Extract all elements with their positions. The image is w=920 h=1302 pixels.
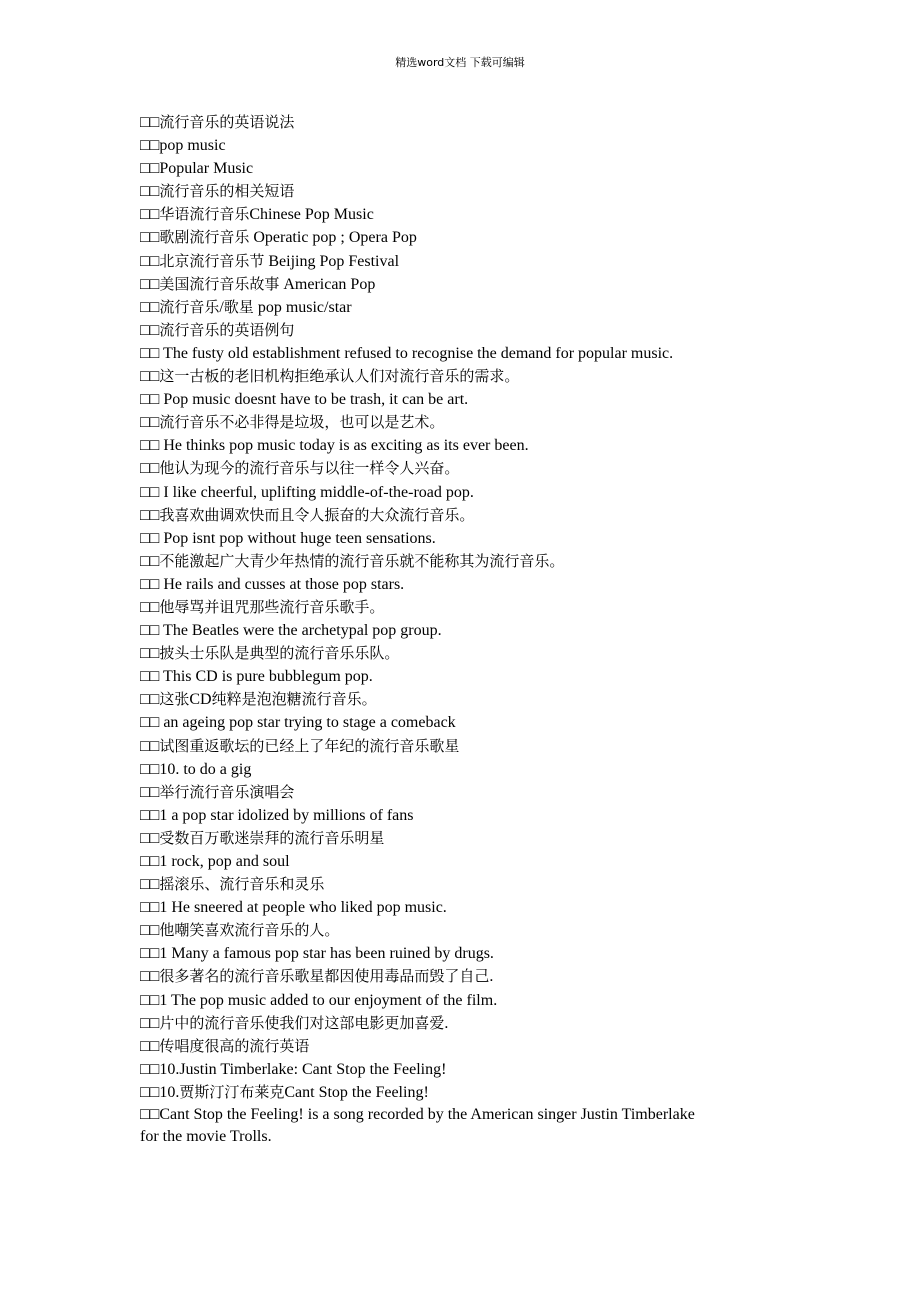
text-line: □□10.Justin Timberlake: Cant Stop the Feeling! — [140, 1060, 447, 1078]
text-line: □□美国流行音乐故事 American Pop — [140, 274, 376, 293]
closing-paragraph: □□Cant Stop the Feeling! is a song recorded by the American singer Justin Timberlake for the movie Trolls. — [140, 1106, 695, 1146]
text-line: □□10.贾斯汀汀布莱克Cant Stop the Feeling! — [140, 1082, 429, 1101]
text-line: □□不能激起广大青少年热情的流行音乐就不能称其为流行音乐。 — [140, 551, 565, 570]
text-line: □□ Pop isnt pop without huge teen sensations. — [140, 529, 436, 547]
text-line: □□歌剧流行音乐 Operatic pop ; Opera Pop — [140, 228, 417, 247]
page-header: 精选word文档 下载可编辑 — [395, 56, 525, 69]
text-line: □□这一古板的老旧机构拒绝承认人们对流行音乐的需求。 — [140, 367, 520, 386]
text-line: □□流行音乐不必非得是垃圾，也可以是艺术。 — [140, 413, 445, 432]
text-line: □□ He rails and cusses at those pop stars. — [140, 575, 405, 593]
text-line: □□片中的流行音乐使我们对这部电影更加喜爱. — [140, 1013, 449, 1032]
text-line: □□1 He sneered at people who liked pop music. — [140, 899, 447, 917]
text-line: □□试图重返歌坛的已经上了年纪的流行音乐歌星 — [140, 736, 460, 755]
text-line: □□ This CD is pure bubblegum pop. — [140, 668, 373, 686]
text-line: □□1 Many a famous pop star has been ruined by drugs. — [140, 945, 494, 963]
text-line: □□披头士乐队是典型的流行音乐乐队。 — [140, 644, 400, 663]
text-line: □□北京流行音乐节 Beijing Pop Festival — [140, 251, 400, 270]
text-line: □□我喜欢曲调欢快而且令人振奋的大众流行音乐。 — [140, 505, 475, 524]
text-line: □□ I like cheerful, uplifting middle-of-the-road pop. — [140, 483, 474, 501]
text-line: □□流行音乐的英语说法 — [140, 113, 295, 131]
text-line: □□流行音乐/歌星 pop music/star — [140, 297, 352, 316]
text-line: □□Popular Music — [140, 160, 254, 178]
text-line: □□ an ageing pop star trying to stage a comeback — [140, 714, 456, 732]
text-line: □□他嘲笑喜欢流行音乐的人。 — [140, 921, 340, 940]
text-line: □□流行音乐的英语例句 — [140, 320, 295, 339]
text-line: □□很多著名的流行音乐歌星都因使用毒品而毁了自己. — [140, 967, 494, 986]
document-body — [140, 111, 780, 1148]
text-line: □□传唱度很高的流行英语 — [140, 1036, 310, 1055]
text-line: □□ The fusty old establishment refused to recognise the demand for popular music. — [140, 344, 674, 362]
text-line: □□举行流行音乐演唱会 — [140, 782, 295, 801]
text-line: □□他认为现今的流行音乐与以往一样令人兴奋。 — [140, 459, 460, 478]
text-line: □□ The Beatles were the archetypal pop group. — [140, 622, 442, 640]
text-line: □□流行音乐的相关短语 — [140, 182, 295, 201]
text-line: □□1 a pop star idolized by millions of fans — [140, 806, 414, 824]
text-line: □□ Pop music doesnt have to be trash, it can be art. — [140, 391, 469, 409]
text-line: □□10. to do a gig — [140, 760, 252, 778]
text-line: □□这张CD纯粹是泡泡糖流行音乐。 — [140, 690, 377, 709]
text-line: □□华语流行音乐Chinese Pop Music — [140, 205, 374, 224]
text-line: □□1 The pop music added to our enjoyment of the film. — [140, 991, 498, 1009]
text-line: □□pop music — [140, 137, 226, 155]
text-line: □□ He thinks pop music today is as exciting as its ever been. — [140, 437, 529, 455]
text-line: □□1 rock, pop and soul — [140, 853, 290, 870]
text-line: □□摇滚乐、流行音乐和灵乐 — [140, 875, 325, 894]
text-line: □□受数百万歌迷崇拜的流行音乐明星 — [140, 828, 385, 847]
text-line: □□他辱骂并诅咒那些流行音乐歌手。 — [140, 597, 385, 616]
